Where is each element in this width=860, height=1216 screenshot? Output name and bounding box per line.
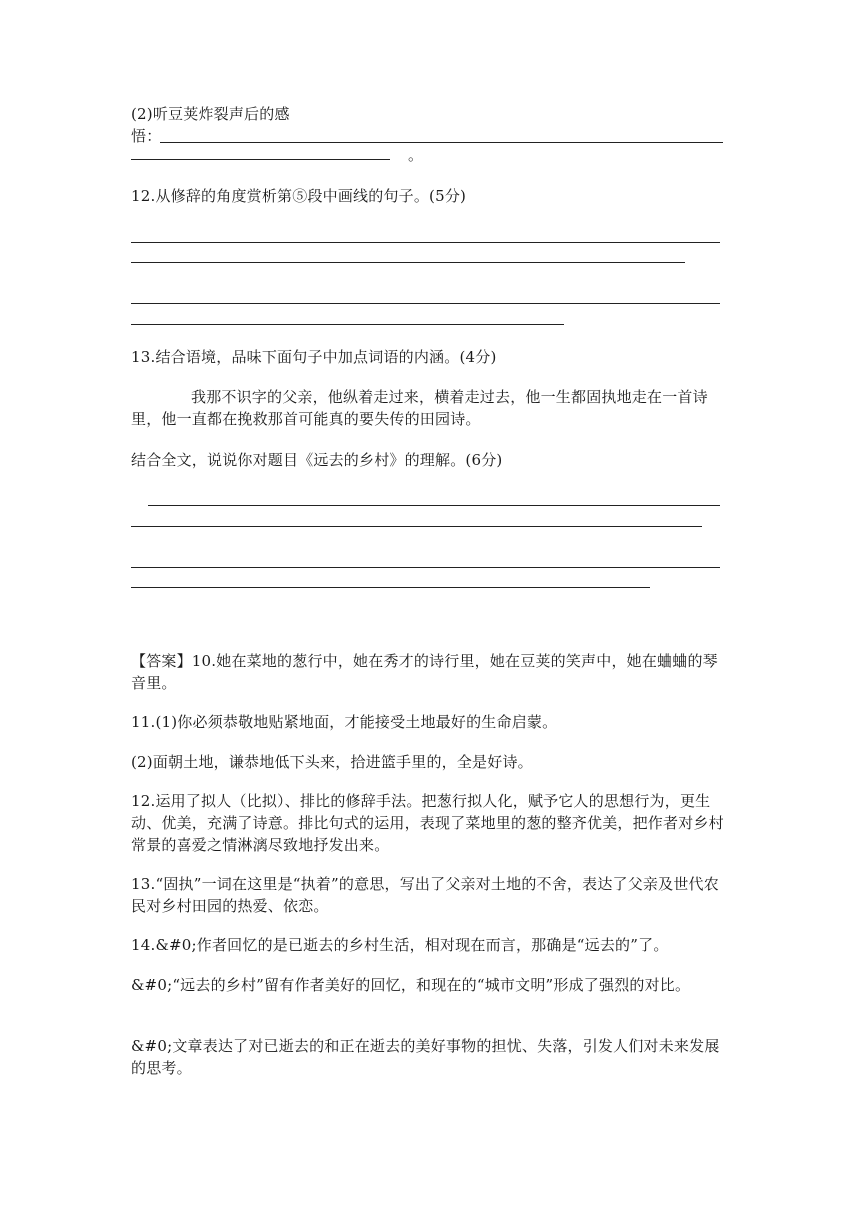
answer-12: 12.运用了拟人（比拟）、排比的修辞手法。把葱行拟人化，赋予它人的思想行为，更生动、优美，充满了诗意。排比句式的运用，表现了菜地里的葱的整齐优美，把作者对乡村常景的喜爱之情淋漓尽致地抒发出来。 bbox=[131, 792, 724, 854]
answer-blank-line bbox=[131, 567, 720, 568]
q13-quote: 我那不识字的父亲，他纵着走过来，横着走过去，他一生都固执地走在一首诗里，他一直都在挽救那首可能真的要失传的田园诗。 bbox=[131, 388, 708, 428]
q12-prompt: 12.从修辞的角度赏析第⑤段中画线的句子。(5分) bbox=[131, 187, 467, 205]
answer-blank-line bbox=[148, 505, 720, 506]
q13-prompt: 13.结合语境，品味下面句子中加点词语的内涵。(4分) bbox=[131, 348, 497, 366]
q14-prompt: 结合全文，说说你对题目《远去的乡村》的理解。(6分) bbox=[131, 451, 503, 469]
answer-13: 13.“固执”一词在这里是“执着”的意思，写出了父亲对土地的不舍，表达了父亲及世代农民对乡村田园的热爱、依恋。 bbox=[131, 875, 719, 915]
q11-part2-label-line1: (2)听豆荚炸裂声后的感 bbox=[131, 105, 290, 123]
answer-14-point3: &#0;文章表达了对已逝去的和正在逝去的美好事物的担忧、失落，引发人们对未来发展的思考。 bbox=[131, 1037, 720, 1077]
answer-11-part1: 11.(1)你必须恭敬地贴紧地面，才能接受土地最好的生命启蒙。 bbox=[131, 713, 558, 731]
answer-blank-line bbox=[131, 242, 720, 243]
answer-blank-line bbox=[131, 262, 685, 263]
answer-blank-line bbox=[131, 587, 650, 588]
answer-blank-line bbox=[131, 303, 720, 304]
answer-blank-line bbox=[131, 526, 702, 527]
answer-10: 【答案】10.她在菜地的葱行中，她在秀才的诗行里，她在豆荚的笑声中，她在蛐蛐的琴音里。 bbox=[131, 652, 718, 692]
answer-blank-line bbox=[131, 324, 564, 325]
q11-end-mark: 。 bbox=[408, 146, 424, 164]
answer-blank-line bbox=[160, 142, 723, 143]
answer-11-part2: (2)面朝土地，谦恭地低下头来，拾进篮手里的，全是好诗。 bbox=[131, 753, 533, 771]
answer-14-point1: 14.&#0;作者回忆的是已逝去的乡村生活，相对现在而言，那确是“远去的”了。 bbox=[131, 936, 669, 954]
answer-blank-line bbox=[131, 159, 390, 160]
q11-part2-label-line2: 悟： bbox=[131, 127, 162, 145]
answer-14-point2: &#0;“远去的乡村”留有作者美好的回忆，和现在的“城市文明”形成了强烈的对比。 bbox=[131, 976, 691, 994]
